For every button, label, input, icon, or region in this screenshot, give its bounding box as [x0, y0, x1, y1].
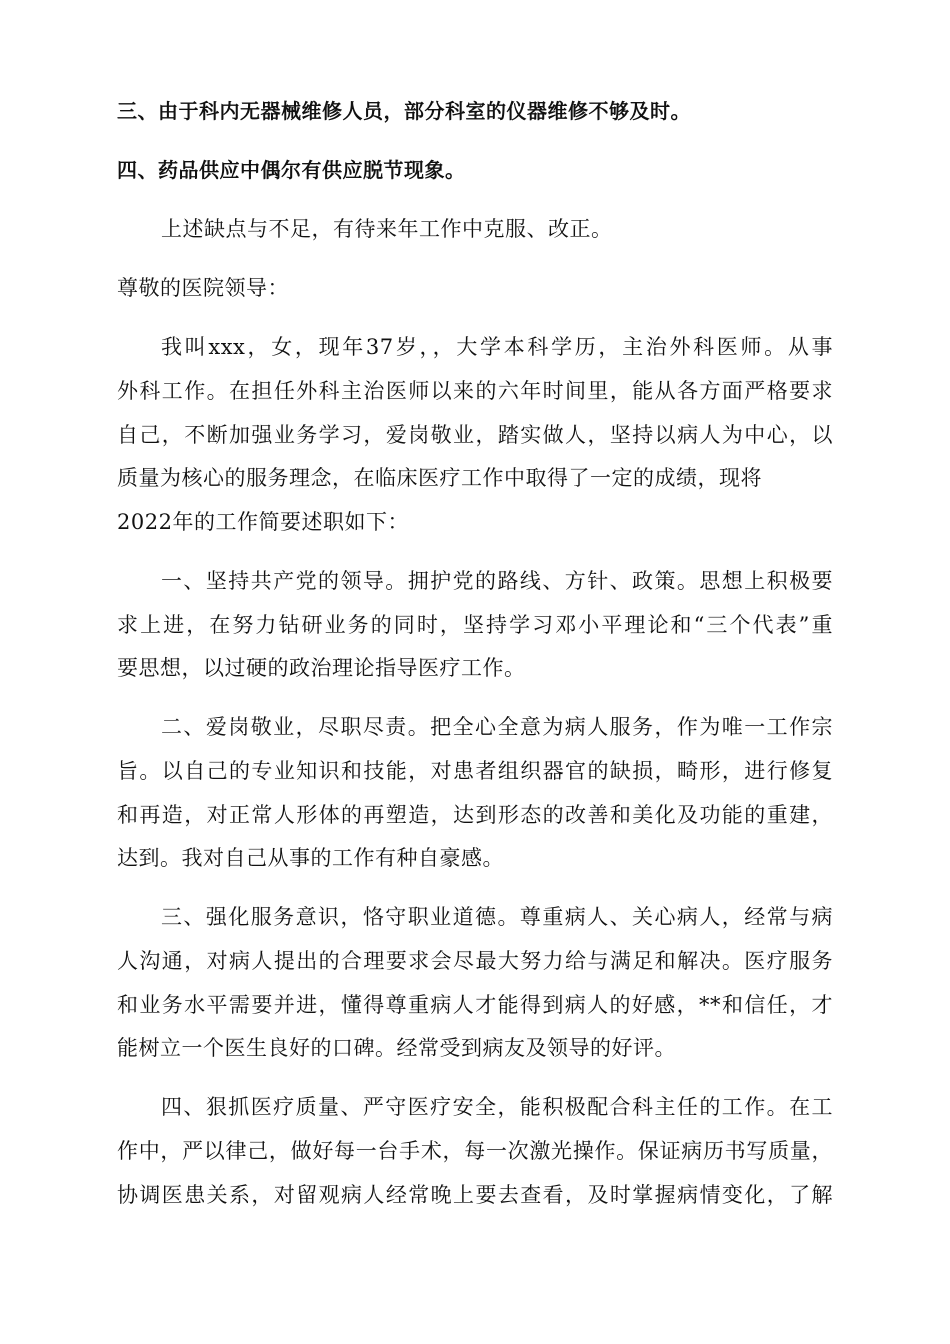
- section-1-line-1: 一、坚持共产党的领导。拥护党的路线、方针、政策。思想上积极要: [161, 569, 833, 593]
- section-3-line-3: 和业务水平需要并进，懂得尊重病人才能得到病人的好感，**和信任，才: [117, 993, 833, 1017]
- section-4-line-2: 作中，严以律己，做好每一台手术，每一次激光操作。保证病历书写质量，: [117, 1139, 833, 1163]
- deficiency-item-4: 四、药品供应中偶尔有供应脱节现象。: [117, 158, 466, 182]
- intro-line-5: 2022年的工作简要述职如下：: [117, 510, 409, 534]
- section-1-line-3: 要思想，以过硬的政治理论指导医疗工作。: [117, 656, 526, 680]
- section-2-line-3: 和再造，对正常人形体的再塑造，达到形态的改善和美化及功能的重建，: [117, 803, 833, 827]
- summary-line: 上述缺点与不足，有待来年工作中克服、改正。: [161, 217, 613, 241]
- intro-line-2: 外科工作。在担任外科主治医师以来的六年时间里，能从各方面严格要求: [117, 379, 833, 403]
- section-2-line-1: 二、爱岗敬业，尽职尽责。把全心全意为病人服务，作为唯一工作宗: [161, 715, 833, 739]
- section-4-line-1: 四、狠抓医疗质量、严守医疗安全，能积极配合科主任的工作。在工: [161, 1095, 833, 1119]
- section-3-line-1: 三、强化服务意识，恪守职业道德。尊重病人、关心病人，经常与病: [161, 905, 833, 929]
- deficiency-item-3: 三、由于科内无器械维修人员，部分科室的仪器维修不够及时。: [117, 99, 691, 123]
- salutation: 尊敬的医院领导：: [117, 276, 289, 300]
- section-1-line-2: 求上进，在努力钻研业务的同时，坚持学习邓小平理论和“三个代表”重: [117, 613, 833, 637]
- intro-line-3: 自己，不断加强业务学习，爱岗敬业，踏实做人，坚持以病人为中心，以: [117, 423, 833, 447]
- section-4-line-3: 协调医患关系，对留观病人经常晚上要去查看，及时掌握病情变化，了解: [117, 1183, 833, 1207]
- section-2-line-4: 达到。我对自己从事的工作有种自豪感。: [117, 846, 504, 870]
- section-3-line-2: 人沟通，对病人提出的合理要求会尽最大努力给与满足和解决。医疗服务: [117, 949, 833, 973]
- intro-line-1: 我叫xxx，女，现年37岁，，大学本科学历，主治外科医师。从事: [161, 335, 833, 359]
- section-3-line-4: 能树立一个医生良好的口碑。经常受到病友及领导的好评。: [117, 1036, 676, 1060]
- section-2-line-2: 旨。以自己的专业知识和技能，对患者组织器官的缺损，畸形，进行修复: [117, 759, 833, 783]
- intro-line-4: 质量为核心的服务理念，在临床医疗工作中取得了一定的成绩，现将: [117, 466, 762, 490]
